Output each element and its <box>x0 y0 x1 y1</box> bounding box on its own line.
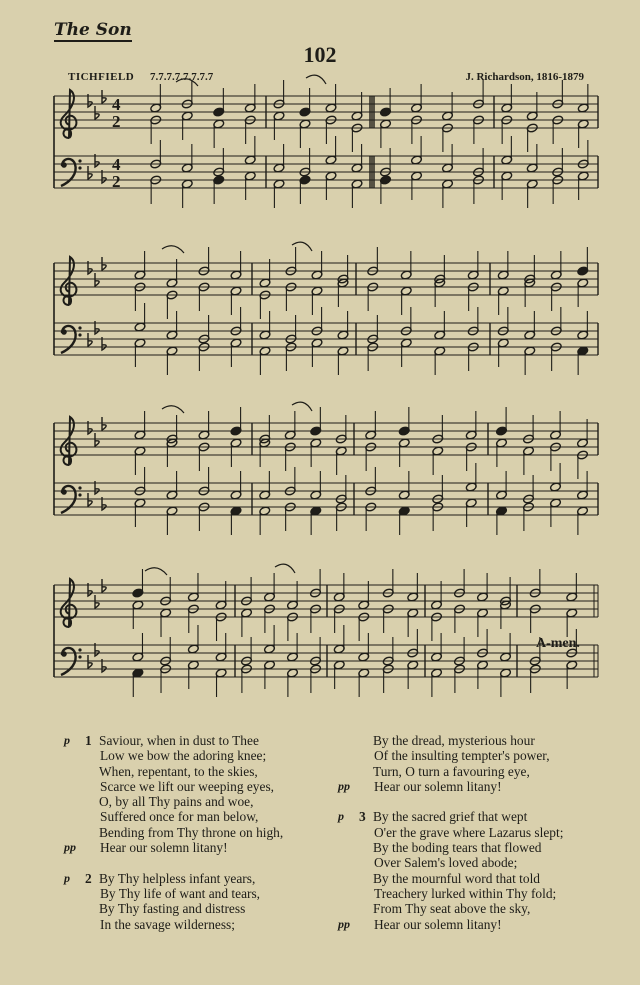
verse-text: Bending from Thy throne on high, <box>99 824 284 840</box>
verse-text: Hear our solemn litany! <box>374 778 502 794</box>
verse-line <box>340 886 610 901</box>
verse-text: O'er the grave where Lazarus slept; <box>374 824 564 840</box>
verse-number: 3 <box>359 809 366 825</box>
bass-clef-dot <box>78 333 81 336</box>
verse-text: O, by all Thy pains and woe, <box>99 794 254 810</box>
verse-line <box>66 733 336 748</box>
bass-clef-dot <box>78 493 81 496</box>
verses-right-column <box>340 733 610 932</box>
verses-left-column <box>66 733 336 932</box>
verse-text: In the savage wilderness; <box>100 916 235 932</box>
time-signature-top: 4 <box>112 95 121 114</box>
verse-number: 1 <box>85 733 92 748</box>
composer-credit: J. Richardson, 1816-1879 <box>465 71 584 83</box>
bass-clef-dot <box>78 326 81 329</box>
verse-number: 2 <box>85 870 92 886</box>
verse-text: Treachery lurked within Thy fold; <box>374 885 557 901</box>
bass-clef-dot <box>78 655 81 658</box>
verse-line <box>66 748 336 763</box>
verse-text: By Thy helpless infant years, <box>99 870 256 886</box>
dynamic-marking: pp <box>64 840 76 855</box>
verse-line <box>340 871 610 886</box>
verse-line <box>66 917 336 932</box>
verse-text: From Thy seat above the sky, <box>373 901 531 917</box>
bass-clef-dot <box>61 329 67 335</box>
verse-line <box>66 794 336 809</box>
verse-line <box>340 825 610 840</box>
verse-line <box>66 901 336 916</box>
verse-text: Turn, O turn a favouring eye, <box>373 763 530 779</box>
verse-text: Suffered once for man below, <box>100 809 259 825</box>
dynamic-marking: pp <box>338 916 350 931</box>
verse-line <box>340 855 610 870</box>
bass-clef-dot <box>78 159 81 162</box>
verse-line <box>340 809 610 824</box>
verse-line <box>66 809 336 824</box>
verse-line <box>340 794 610 809</box>
verse-line <box>66 825 336 840</box>
tune-meter: 7.7.7.7.7.7.7.7 <box>150 71 214 83</box>
slur <box>292 242 312 251</box>
verse-line <box>66 840 336 855</box>
tune-name: TICHFIELD <box>68 71 135 83</box>
section-heading: The Son <box>54 20 132 40</box>
verse-text: Scarce we lift our weeping eyes, <box>100 778 275 794</box>
treble-clef <box>61 90 77 138</box>
treble-clef <box>61 257 77 305</box>
slur <box>306 75 326 84</box>
slur <box>162 406 184 413</box>
dynamic-marking: pp <box>338 778 350 793</box>
verse-text: By the sacred grief that wept <box>373 809 528 825</box>
verse-line <box>340 917 610 932</box>
hymn-number: 102 <box>303 42 337 67</box>
verse-text: By the boding tears that flowed <box>373 840 542 856</box>
verse-line <box>340 748 610 763</box>
verse-text: When, repentant, to the skies, <box>99 763 258 779</box>
amen-label: A-men. <box>536 636 580 651</box>
slur <box>275 564 295 573</box>
verse-line <box>66 779 336 794</box>
verse-line <box>340 733 610 748</box>
verse-text: Hear our solemn litany! <box>100 840 228 856</box>
verse-text: Over Salem's loved abode; <box>374 855 518 871</box>
dynamic-marking: p <box>338 809 344 824</box>
verse-text: By Thy fasting and distress <box>99 901 246 917</box>
verse-line <box>340 840 610 855</box>
verse-line <box>340 901 610 916</box>
verse-text: Saviour, when in dust to Thee <box>99 733 259 748</box>
verse-line <box>66 764 336 779</box>
verse-line <box>340 779 610 794</box>
time-signature-top: 4 <box>112 155 121 174</box>
verse-line <box>66 871 336 886</box>
slur <box>176 79 198 86</box>
verse-text: Low we bow the adoring knee; <box>100 748 267 764</box>
time-signature-bottom: 2 <box>112 172 121 191</box>
treble-clef <box>61 579 77 627</box>
bass-clef-dot <box>61 162 67 168</box>
bass-clef-dot <box>61 489 67 495</box>
dynamic-marking: p <box>64 733 70 747</box>
verse-line <box>340 764 610 779</box>
time-signature-bottom: 2 <box>112 112 121 131</box>
verse-text: Hear our solemn litany! <box>374 916 502 932</box>
bass-clef-dot <box>78 486 81 489</box>
verse-text: By the dread, mysterious hour <box>373 733 535 748</box>
verse-line <box>66 855 336 870</box>
slur <box>145 568 167 575</box>
verse-text: Of the insulting tempter's power, <box>374 748 550 764</box>
verse-text: By the mournful word that told <box>373 870 540 886</box>
bass-clef-dot <box>78 166 81 169</box>
dynamic-marking: p <box>64 870 70 885</box>
slur <box>162 246 184 253</box>
slur <box>292 402 312 411</box>
verse-text: By Thy life of want and tears, <box>100 885 261 901</box>
treble-clef <box>61 417 77 465</box>
bass-clef-dot <box>78 648 81 651</box>
bass-clef-dot <box>61 651 67 657</box>
verse-line <box>66 886 336 901</box>
